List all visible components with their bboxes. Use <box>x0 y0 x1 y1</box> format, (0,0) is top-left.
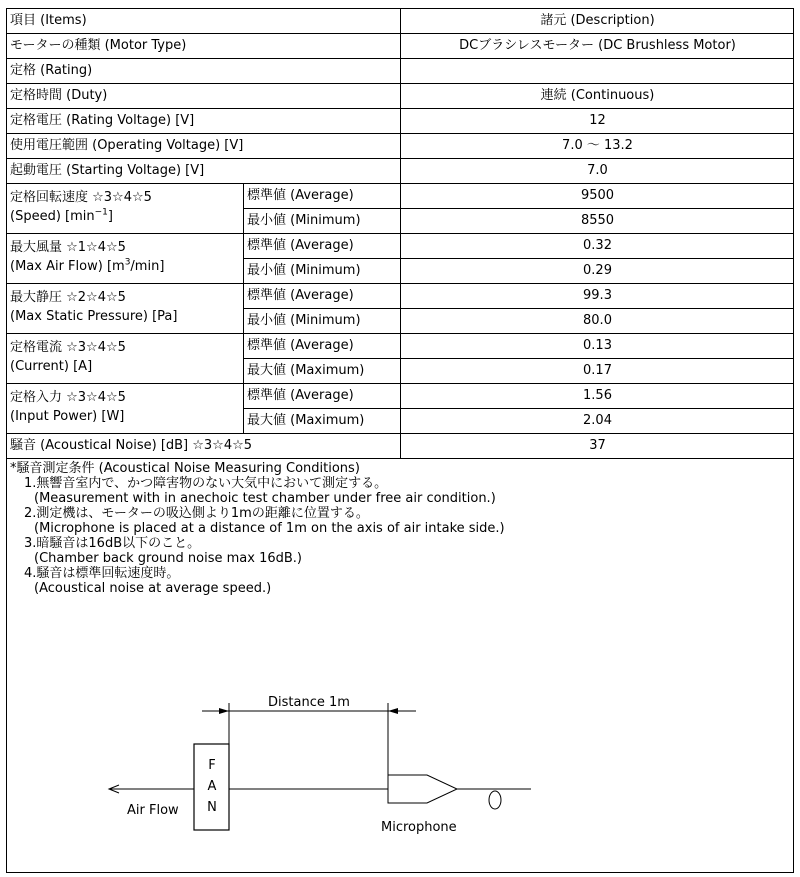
subtitle-text: (Speed) [min <box>10 209 95 224</box>
note-jp: 1.無響音室内で、かつ障害物のない大気中において測定する。 <box>24 476 388 491</box>
spec-group-title: 定格回転速度 ☆3☆4☆5 <box>10 190 152 205</box>
spec-sub-value: 2.04 <box>401 409 795 434</box>
subtitle-unit-suffix: /min] <box>130 259 165 274</box>
spec-sub-value: 0.29 <box>401 259 795 284</box>
notes-title: *騒音測定条件 (Acoustical Noise Measuring Conditions) <box>10 461 360 476</box>
subtitle-unit-suffix: ] <box>107 209 113 224</box>
note-en: (Microphone is placed at a distance of 1m on the axis of air intake side.) <box>34 521 505 536</box>
spec-item-label: 定格時間 (Duty) <box>7 84 401 109</box>
spec-item-value: 連続 (Continuous) <box>401 84 795 109</box>
spec-sub-label: 最大値 (Maximum) <box>244 359 401 384</box>
subtitle-text: (Max Air Flow) [m <box>10 259 125 274</box>
spec-item-label: 使用電圧範囲 (Operating Voltage) [V] <box>7 134 401 159</box>
microphone-label: Microphone <box>381 820 457 835</box>
subtitle-text: (Current) [A] <box>10 359 93 374</box>
unit-exponent: 3 <box>124 257 131 268</box>
spec-group-title: 最大風量 ☆1☆4☆5 <box>10 240 126 255</box>
spec-sub-value: 80.0 <box>401 309 795 334</box>
spec-sub-value: 99.3 <box>401 284 795 309</box>
note-en: (Chamber back ground noise max 16dB.) <box>34 551 302 566</box>
spec-item-value: DCブラシレスモーター (DC Brushless Motor) <box>401 34 795 59</box>
spec-sub-label: 標準値 (Average) <box>244 334 401 359</box>
spec-sub-value: 9500 <box>401 184 795 209</box>
spec-item-value: 7.0 <box>401 159 795 184</box>
spec-group-title: 最大静圧 ☆2☆4☆5 <box>10 290 126 305</box>
spec-sub-value: 0.32 <box>401 234 795 259</box>
spec-sub-value: 1.56 <box>401 384 795 409</box>
spec-sub-label: 最小値 (Minimum) <box>244 309 401 334</box>
spec-group-title: 定格入力 ☆3☆4☆5 <box>10 390 126 405</box>
subtitle-text: (Input Power) [W] <box>10 409 125 424</box>
note-jp: 3.暗騒音は16dB以下のこと。 <box>24 536 201 551</box>
spec-sub-label: 最小値 (Minimum) <box>244 209 401 234</box>
header-description: 諸元 (Description) <box>401 9 795 34</box>
noise-item-value: 37 <box>401 434 795 459</box>
spec-sub-value: 8550 <box>401 209 795 234</box>
spec-item-label: 定格 (Rating) <box>7 59 401 84</box>
fan-letter-a: A <box>207 779 217 794</box>
spec-sub-value: 0.17 <box>401 359 795 384</box>
note-en: (Acoustical noise at average speed.) <box>34 581 272 596</box>
spec-sub-label: 標準値 (Average) <box>244 284 401 309</box>
noise-item-label: 騒音 (Acoustical Noise) [dB] ☆3☆4☆5 <box>7 434 401 459</box>
note-jp: 2.測定機は、モーターの吸込側より1mの距離に位置する。 <box>24 506 369 521</box>
spec-sub-label: 標準値 (Average) <box>244 234 401 259</box>
spec-sub-label: 最大値 (Maximum) <box>244 409 401 434</box>
spec-item-value: 12 <box>401 109 795 134</box>
spec-sub-value: 0.13 <box>401 334 795 359</box>
fan-letter-n: N <box>207 800 217 815</box>
measurement-diagram <box>7 9 794 873</box>
cable-loop-icon <box>489 791 501 809</box>
header-items: 項目 (Items) <box>7 9 401 34</box>
subtitle-text: (Max Static Pressure) [Pa] <box>10 309 178 324</box>
spec-item-label: 起動電圧 (Starting Voltage) [V] <box>7 159 401 184</box>
fan-letter-f: F <box>208 758 216 773</box>
spec-group-title: 定格電流 ☆3☆4☆5 <box>10 340 126 355</box>
spec-sheet <box>6 8 794 873</box>
note-jp: 4.騒音は標準回転速度時。 <box>24 566 180 581</box>
spec-sub-label: 最小値 (Minimum) <box>244 259 401 284</box>
spec-sub-label: 標準値 (Average) <box>244 384 401 409</box>
spec-sub-label: 標準値 (Average) <box>244 184 401 209</box>
distance-label: Distance 1m <box>268 695 350 710</box>
unit-exponent: −1 <box>94 207 108 218</box>
spec-item-label: モーターの種類 (Motor Type) <box>7 34 401 59</box>
dimension-arrow-left <box>219 708 229 714</box>
spec-item-value: 7.0 〜 13.2 <box>401 134 795 159</box>
spec-item-label: 定格電圧 (Rating Voltage) [V] <box>7 109 401 134</box>
microphone-icon <box>388 775 457 803</box>
note-en: (Measurement with in anechoic test chamber under free air condition.) <box>34 491 496 506</box>
air-flow-label: Air Flow <box>127 803 179 818</box>
